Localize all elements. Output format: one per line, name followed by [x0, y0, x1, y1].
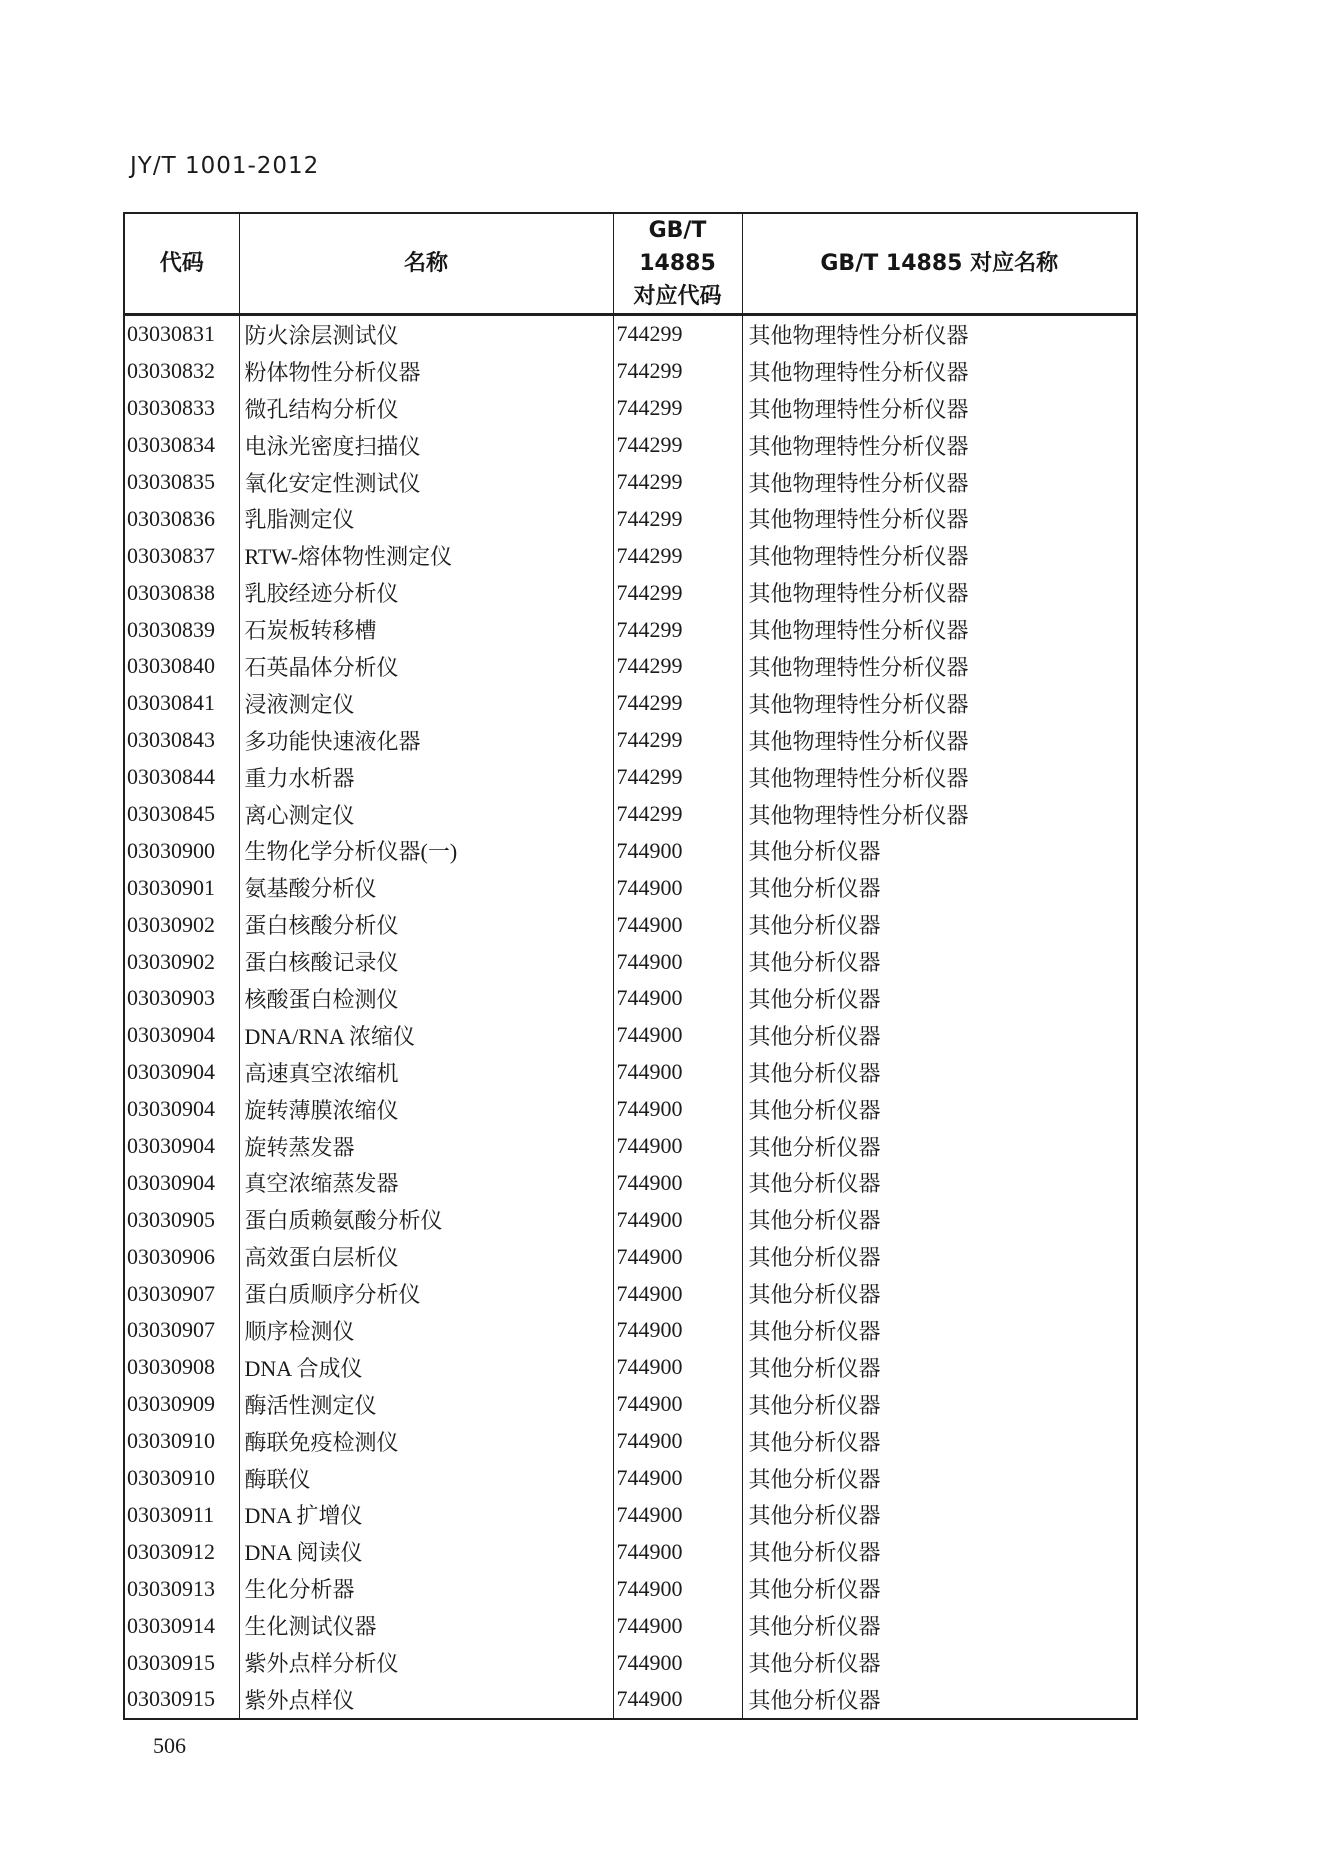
cell-gb-name: 其他物理特性分析仪器 [742, 537, 1137, 574]
equipment-code-table [123, 212, 1138, 1720]
cell-name: 高效蛋白层析仪 [239, 1238, 613, 1275]
cell-name: 重力水析器 [239, 759, 613, 796]
cell-name: 多功能快速液化器 [239, 722, 613, 759]
cell-gb-name: 其他物理特性分析仪器 [742, 390, 1137, 427]
table-row [124, 1497, 1137, 1534]
cell-code: 03030910 [124, 1460, 239, 1497]
cell-gb-name: 其他分析仪器 [742, 1349, 1137, 1386]
cell-code: 03030839 [124, 611, 239, 648]
table-row [124, 1017, 1137, 1054]
cell-gb-name: 其他物理特性分析仪器 [742, 611, 1137, 648]
cell-gb-code: 744900 [613, 1275, 742, 1312]
cell-gb-name: 其他分析仪器 [742, 906, 1137, 943]
cell-code: 03030844 [124, 759, 239, 796]
col-header-gb-code-line1: GB/T 14885 [639, 218, 716, 276]
table-row [124, 1681, 1137, 1719]
cell-code: 03030835 [124, 464, 239, 501]
col-header-name: 名称 [239, 213, 613, 315]
cell-gb-code: 744900 [613, 1128, 742, 1165]
cell-code: 03030915 [124, 1644, 239, 1681]
cell-code: 03030911 [124, 1497, 239, 1534]
cell-gb-code: 744299 [613, 574, 742, 611]
cell-gb-code: 744299 [613, 390, 742, 427]
cell-gb-code: 744299 [613, 537, 742, 574]
cell-gb-name: 其他物理特性分析仪器 [742, 353, 1137, 390]
cell-gb-code: 744299 [613, 464, 742, 501]
cell-gb-code: 744900 [613, 1312, 742, 1349]
cell-gb-code: 744900 [613, 1201, 742, 1238]
table-row [124, 1570, 1137, 1607]
cell-gb-code: 744900 [613, 1164, 742, 1201]
cell-name: 蛋白核酸分析仪 [239, 906, 613, 943]
cell-gb-name: 其他分析仪器 [742, 980, 1137, 1017]
cell-gb-name: 其他物理特性分析仪器 [742, 427, 1137, 464]
cell-name: 浸液测定仪 [239, 685, 613, 722]
table-row [124, 1607, 1137, 1644]
table-row [124, 1054, 1137, 1091]
cell-code: 03030831 [124, 315, 239, 353]
table-row [124, 796, 1137, 833]
cell-gb-code: 744299 [613, 315, 742, 353]
cell-code: 03030906 [124, 1238, 239, 1275]
cell-gb-code: 744299 [613, 796, 742, 833]
table-row [124, 1091, 1137, 1128]
cell-code: 03030904 [124, 1128, 239, 1165]
table-row [124, 1312, 1137, 1349]
standard-code: JY/T 1001-2012 [130, 153, 320, 179]
cell-name: DNA 扩增仪 [239, 1497, 613, 1534]
table-row [124, 759, 1137, 796]
cell-gb-code: 744299 [613, 611, 742, 648]
cell-name: 蛋白核酸记录仪 [239, 943, 613, 980]
cell-name: 紫外点样仪 [239, 1681, 613, 1719]
cell-name: 顺序检测仪 [239, 1312, 613, 1349]
cell-name: 生化分析器 [239, 1570, 613, 1607]
table-row [124, 1423, 1137, 1460]
table-row [124, 315, 1137, 353]
cell-gb-name: 其他分析仪器 [742, 1128, 1137, 1165]
cell-code: 03030841 [124, 685, 239, 722]
cell-gb-code: 744900 [613, 1238, 742, 1275]
cell-code: 03030836 [124, 500, 239, 537]
cell-gb-name: 其他分析仪器 [742, 1460, 1137, 1497]
cell-gb-code: 744900 [613, 1017, 742, 1054]
table-row [124, 464, 1137, 501]
cell-name: 氨基酸分析仪 [239, 869, 613, 906]
cell-code: 03030902 [124, 943, 239, 980]
cell-code: 03030904 [124, 1091, 239, 1128]
cell-gb-name: 其他分析仪器 [742, 1312, 1137, 1349]
cell-code: 03030900 [124, 832, 239, 869]
cell-gb-code: 744900 [613, 1349, 742, 1386]
cell-gb-name: 其他分析仪器 [742, 1164, 1137, 1201]
cell-gb-name: 其他物理特性分析仪器 [742, 315, 1137, 353]
cell-gb-name: 其他分析仪器 [742, 1201, 1137, 1238]
cell-code: 03030902 [124, 906, 239, 943]
cell-name: 生化测试仪器 [239, 1607, 613, 1644]
cell-name: 蛋白质赖氨酸分析仪 [239, 1201, 613, 1238]
cell-name: DNA 合成仪 [239, 1349, 613, 1386]
cell-gb-code: 744299 [613, 427, 742, 464]
cell-name: 离心测定仪 [239, 796, 613, 833]
cell-code: 03030834 [124, 427, 239, 464]
cell-code: 03030832 [124, 353, 239, 390]
cell-gb-code: 744299 [613, 759, 742, 796]
cell-code: 03030914 [124, 1607, 239, 1644]
cell-code: 03030910 [124, 1423, 239, 1460]
cell-gb-code: 744900 [613, 980, 742, 1017]
cell-code: 03030905 [124, 1201, 239, 1238]
cell-gb-code: 744299 [613, 648, 742, 685]
cell-gb-name: 其他分析仪器 [742, 1423, 1137, 1460]
cell-gb-code: 744299 [613, 685, 742, 722]
cell-name: 氧化安定性测试仪 [239, 464, 613, 501]
cell-gb-name: 其他分析仪器 [742, 832, 1137, 869]
cell-code: 03030908 [124, 1349, 239, 1386]
cell-name: 乳脂测定仪 [239, 500, 613, 537]
cell-name: 乳胶经迹分析仪 [239, 574, 613, 611]
table-row [124, 427, 1137, 464]
table-row [124, 648, 1137, 685]
cell-code: 03030903 [124, 980, 239, 1017]
cell-code: 03030907 [124, 1275, 239, 1312]
cell-gb-code: 744299 [613, 500, 742, 537]
cell-name: 高速真空浓缩机 [239, 1054, 613, 1091]
cell-name: 酶活性测定仪 [239, 1386, 613, 1423]
page-number: 506 [153, 1733, 186, 1758]
cell-gb-code: 744900 [613, 832, 742, 869]
cell-gb-name: 其他物理特性分析仪器 [742, 759, 1137, 796]
cell-name: 石炭板转移槽 [239, 611, 613, 648]
table-row [124, 906, 1137, 943]
table-row [124, 980, 1137, 1017]
cell-code: 03030912 [124, 1533, 239, 1570]
cell-name: 蛋白质顺序分析仪 [239, 1275, 613, 1312]
cell-code: 03030840 [124, 648, 239, 685]
cell-gb-name: 其他物理特性分析仪器 [742, 796, 1137, 833]
cell-name: RTW-熔体物性测定仪 [239, 537, 613, 574]
table-row [124, 832, 1137, 869]
table-body [124, 315, 1137, 1719]
cell-code: 03030909 [124, 1386, 239, 1423]
cell-code: 03030915 [124, 1681, 239, 1719]
cell-code: 03030837 [124, 537, 239, 574]
table-row [124, 1386, 1137, 1423]
cell-name: 酶联仪 [239, 1460, 613, 1497]
cell-gb-code: 744900 [613, 1423, 742, 1460]
cell-gb-name: 其他分析仪器 [742, 1091, 1137, 1128]
table-row [124, 1460, 1137, 1497]
table-row [124, 1164, 1137, 1201]
cell-code: 03030913 [124, 1570, 239, 1607]
cell-name: 微孔结构分析仪 [239, 390, 613, 427]
cell-code: 03030904 [124, 1164, 239, 1201]
table-row [124, 685, 1137, 722]
cell-name: 紫外点样分析仪 [239, 1644, 613, 1681]
cell-code: 03030845 [124, 796, 239, 833]
cell-code: 03030901 [124, 869, 239, 906]
cell-gb-name: 其他分析仪器 [742, 1681, 1137, 1719]
cell-gb-name: 其他物理特性分析仪器 [742, 685, 1137, 722]
cell-code: 03030904 [124, 1017, 239, 1054]
cell-gb-name: 其他物理特性分析仪器 [742, 648, 1137, 685]
table-row [124, 390, 1137, 427]
table-row [124, 722, 1137, 759]
table-row [124, 1349, 1137, 1386]
table-row [124, 353, 1137, 390]
cell-name: DNA/RNA 浓缩仪 [239, 1017, 613, 1054]
cell-gb-name: 其他物理特性分析仪器 [742, 574, 1137, 611]
cell-code: 03030843 [124, 722, 239, 759]
cell-gb-name: 其他物理特性分析仪器 [742, 500, 1137, 537]
col-header-gb-code [613, 213, 742, 315]
cell-gb-name: 其他分析仪器 [742, 1386, 1137, 1423]
cell-gb-code: 744900 [613, 1386, 742, 1423]
cell-gb-code: 744900 [613, 943, 742, 980]
cell-name: 防火涂层测试仪 [239, 315, 613, 353]
cell-gb-code: 744900 [613, 1681, 742, 1719]
cell-name: 真空浓缩蒸发器 [239, 1164, 613, 1201]
cell-code: 03030838 [124, 574, 239, 611]
cell-gb-name: 其他分析仪器 [742, 1644, 1137, 1681]
table-row [124, 1644, 1137, 1681]
table-row [124, 1533, 1137, 1570]
table-header-row [124, 213, 1137, 315]
cell-gb-code: 744299 [613, 722, 742, 759]
table-row [124, 574, 1137, 611]
col-header-code: 代码 [124, 213, 239, 315]
cell-code: 03030833 [124, 390, 239, 427]
col-header-gb-code-line2: 对应代码 [633, 284, 722, 309]
table-row [124, 943, 1137, 980]
cell-gb-code: 744299 [613, 353, 742, 390]
cell-gb-name: 其他分析仪器 [742, 1533, 1137, 1570]
cell-gb-name: 其他分析仪器 [742, 1497, 1137, 1534]
table-row [124, 1201, 1137, 1238]
cell-gb-code: 744900 [613, 1460, 742, 1497]
table-row [124, 1275, 1137, 1312]
col-header-gb-name: GB/T 14885 对应名称 [742, 213, 1137, 315]
cell-name: 酶联免疫检测仪 [239, 1423, 613, 1460]
cell-name: 电泳光密度扫描仪 [239, 427, 613, 464]
cell-gb-code: 744900 [613, 1497, 742, 1534]
table-header [124, 213, 1137, 315]
cell-name: 旋转薄膜浓缩仪 [239, 1091, 613, 1128]
cell-gb-code: 744900 [613, 869, 742, 906]
cell-gb-name: 其他分析仪器 [742, 943, 1137, 980]
table-row [124, 869, 1137, 906]
cell-gb-code: 744900 [613, 1644, 742, 1681]
cell-name: 核酸蛋白检测仪 [239, 980, 613, 1017]
cell-gb-code: 744900 [613, 1607, 742, 1644]
cell-name: DNA 阅读仪 [239, 1533, 613, 1570]
cell-name: 生物化学分析仪器(一) [239, 832, 613, 869]
table-row [124, 500, 1137, 537]
cell-gb-name: 其他物理特性分析仪器 [742, 464, 1137, 501]
cell-gb-code: 744900 [613, 1091, 742, 1128]
cell-gb-name: 其他分析仪器 [742, 1607, 1137, 1644]
cell-gb-name: 其他物理特性分析仪器 [742, 722, 1137, 759]
cell-gb-code: 744900 [613, 906, 742, 943]
cell-gb-name: 其他分析仪器 [742, 1275, 1137, 1312]
cell-gb-code: 744900 [613, 1570, 742, 1607]
table-row [124, 537, 1137, 574]
cell-code: 03030904 [124, 1054, 239, 1091]
table-row [124, 1238, 1137, 1275]
cell-gb-code: 744900 [613, 1533, 742, 1570]
cell-name: 旋转蒸发器 [239, 1128, 613, 1165]
cell-code: 03030907 [124, 1312, 239, 1349]
table-row [124, 611, 1137, 648]
cell-name: 粉体物性分析仪器 [239, 353, 613, 390]
cell-name: 石英晶体分析仪 [239, 648, 613, 685]
cell-gb-code: 744900 [613, 1054, 742, 1091]
table-row [124, 1128, 1137, 1165]
cell-gb-name: 其他分析仪器 [742, 1570, 1137, 1607]
cell-gb-name: 其他分析仪器 [742, 1017, 1137, 1054]
cell-gb-name: 其他分析仪器 [742, 869, 1137, 906]
cell-gb-name: 其他分析仪器 [742, 1054, 1137, 1091]
cell-gb-name: 其他分析仪器 [742, 1238, 1137, 1275]
